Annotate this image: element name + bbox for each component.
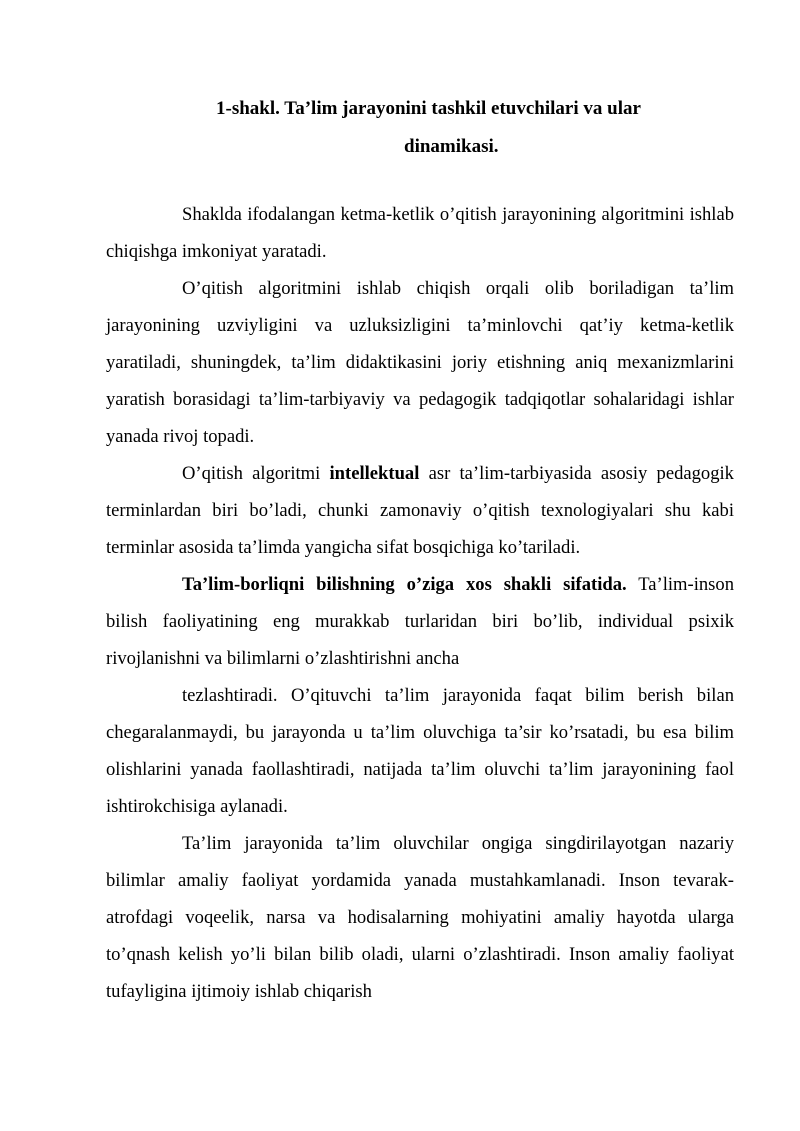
- paragraph-3-bold-term: intellektual: [329, 463, 420, 484]
- paragraph-1: Shaklda ifodalangan ketma-ketlik o’qitish jarayonining algoritmini ishlab chiqishga imkoniyat yaratadi.: [106, 204, 734, 262]
- paragraph-4: [106, 566, 734, 677]
- figure-caption-line-2: dinamikasi.: [404, 136, 499, 157]
- figure-caption-line-1: 1-shakl. Ta’lim jarayonini tashkil etuvchilari va ular: [216, 98, 641, 119]
- paragraph-2: O’qitish algoritmini ishlab chiqish orqali olib boriladigan ta’lim jarayonining uzviyligini va uzluksizligini ta’minlovchi qat’iy ketma-ketlik yaratiladi, shuningdek, ta’lim didaktikasini joriy etishning aniq mexanizmlarini yaratish borasidagi ta’lim-tarbiyaviy va pedagogik tadqiqotlar sohalaridagi ishlar yanada rivoj topadi.: [106, 278, 734, 447]
- paragraph-4-bold-heading: Ta’lim-borliqni bilishning o’ziga xos shakli sifatida.: [182, 574, 627, 595]
- figure-caption: [104, 90, 734, 166]
- body-text: [106, 196, 734, 1010]
- paragraph-5: tezlashtiradi. O’qituvchi ta’lim jarayonida faqat bilim berish bilan chegaralanmaydi, bu jarayonda u ta’lim oluvchiga ta’sir ko’rsatadi, bu esa bilim olishlarini yanada faollashtiradi, natijada ta’lim oluvchi ta’lim jarayonining faol ishtirokchisiga aylanadi.: [106, 685, 734, 817]
- paragraph-3-lead: O’qitish algoritmi: [182, 463, 330, 484]
- paragraph-3: [106, 455, 734, 566]
- paragraph-6: Ta’lim jarayonida ta’lim oluvchilar ongiga singdirilayotgan nazariy bilimlar amaliy faoliyat yordamida yanada mustahkamlanadi. Inson tevarak-atrofdagi voqeelik, narsa va hodisalarning mohiyatini amaliy hayotda ularga to’qnash kelish yo’li bilan bilib oladi, ularni o’zlashtiradi. Inson amaliy faoliyat tufayligina ijtimoiy ishlab chiqarish: [106, 833, 734, 1002]
- paragraph-3-rest: asr ta’lim-tarbiyasida asosiy pedagogik terminlardan biri bo’ladi, chunki zamonaviy o’qitish texnologiyalari shu kabi terminlar asosida ta’limda yangicha sifat bosqichiga ko’tariladi.: [106, 463, 734, 558]
- paragraph-4-rest: Ta’lim-inson bilish faoliyatining eng murakkab turlaridan biri bo’lib, individual psixik rivojlanishni va bilimlarni o’zlashtirishni ancha: [106, 574, 734, 669]
